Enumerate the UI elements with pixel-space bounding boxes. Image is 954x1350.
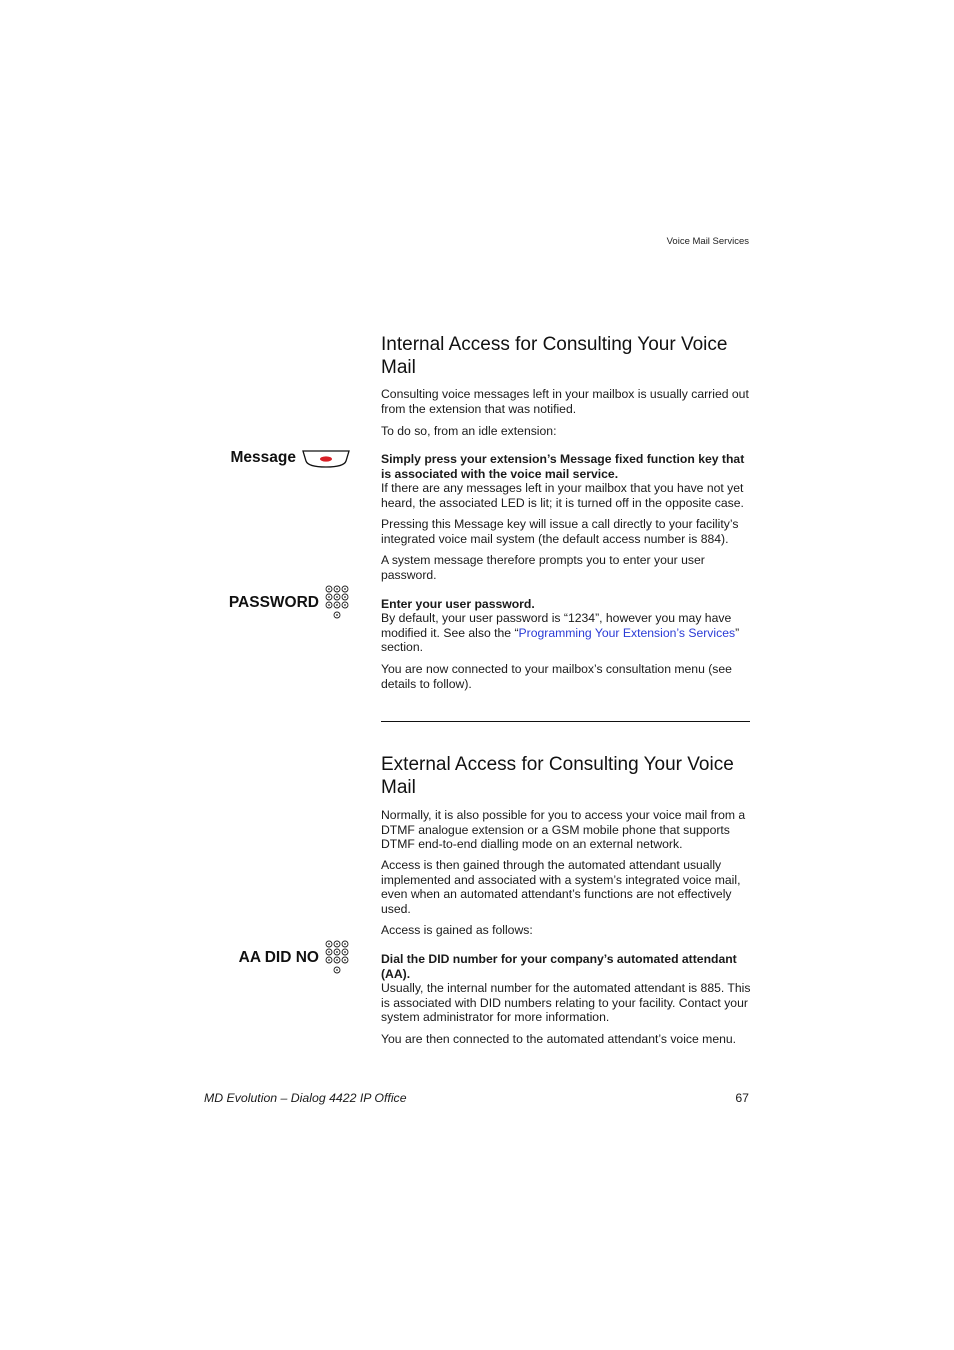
aa-step-detail: Usually, the internal number for the automated attendant is 885. This is associated with DID numbers relating to your facility. Contact your system administrator for more information. xyxy=(381,981,751,1025)
aa-step-paragraph-2: You are then connected to the automated attendant’s voice menu. xyxy=(381,1032,737,1046)
external-paragraph-2: Access is then gained through the automated attendant usually implemented and associated with a system’s integrated voice mail, even when an automated attendant’s functions are not effectively used. xyxy=(381,858,741,916)
running-header: Voice Mail Services xyxy=(666,236,749,247)
section-title-internal: Internal Access for Consulting Your Voice Mail xyxy=(381,334,728,378)
step2-paragraph-2: You are now connected to your mailbox’s consultation menu (see details to follow). xyxy=(381,662,732,691)
aa-did-label: AA DID NO xyxy=(238,949,319,966)
step2-detail xyxy=(381,611,753,655)
external-paragraph-3: Access is gained as follows: xyxy=(381,923,533,937)
aa-step-instruction: Dial the DID number for your company’s automated attendant (AA). xyxy=(381,952,737,981)
step1-paragraph-2: Pressing this Message key will issue a call directly to your facility’s integrated voice mail system (the default access number is 884). xyxy=(381,517,739,546)
step2-text-post: ” section. xyxy=(381,625,740,655)
step1-detail: If there are any messages left in your mailbox that you have not yet heard, the associated LED is lit; it is turned off in the opposite case. xyxy=(381,481,744,510)
page-number: 67 xyxy=(735,1091,749,1105)
internal-todo: To do so, from an idle extension: xyxy=(381,424,557,438)
keypad-icon xyxy=(325,585,351,621)
internal-intro: Consulting voice messages left in your mailbox is usually carried out from the extension that was notified. xyxy=(381,387,749,416)
step2-text-pre: By default, your user password is “1234”, however you may have modified it. See also the “ xyxy=(381,611,732,640)
footer-title: MD Evolution – Dialog 4422 IP Office xyxy=(204,1091,407,1105)
programming-services-link[interactable]: Programming Your Extension’s Services xyxy=(518,625,736,640)
message-key-icon xyxy=(302,449,350,469)
step2-instruction: Enter your user password. xyxy=(381,597,535,611)
section-divider xyxy=(381,721,750,722)
section-title-external: External Access for Consulting Your Voice Mail xyxy=(381,754,734,798)
step1-paragraph-3: A system message therefore prompts you to enter your user password. xyxy=(381,553,705,582)
step1-instruction: Simply press your extension’s Message fixed function key that is associated with the voice mail service. xyxy=(381,452,745,481)
message-key-label: Message xyxy=(230,449,296,466)
password-label: PASSWORD xyxy=(228,594,319,611)
keypad-icon xyxy=(325,940,351,976)
external-intro: Normally, it is also possible for you to access your voice mail from a DTMF analogue extension or a GSM mobile phone that supports DTMF end-to-end dialling mode on an external network. xyxy=(381,808,746,852)
